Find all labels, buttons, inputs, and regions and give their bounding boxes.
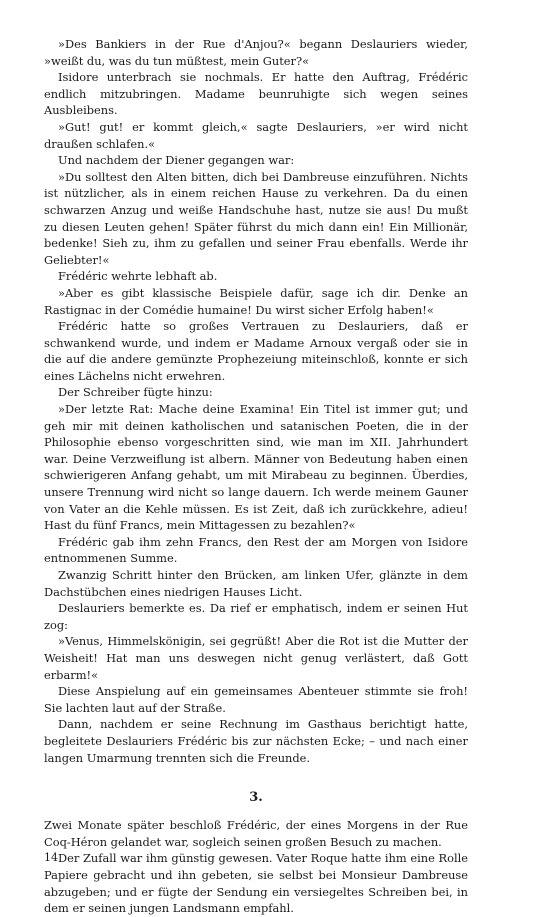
paragraph: Diese Anspielung auf ein gemeinsames Abenteuer stimmte sie froh! Sie lachten laut auf der Straße.	[44, 684, 468, 715]
paragraph: Dann, nachdem er seine Rechnung im Gasthaus berichtigt hatte, begleitete Deslauriers Frédéric bis zur nächsten Ecke; – und nach einer langen Umarmung trennten sich die Freunde.	[44, 717, 468, 765]
paragraph: »Der letzte Rat: Mache deine Examina! Ein Titel ist immer gut; und geh mir mit deinen katholischen und satanischen Poeten, die in der Philosophie ebenso vorgeschritten sind, wie man im XII. Jahrhundert war. Deine Verzweiflung ist albern. Männer von Bedeutung haben einen schwierigeren Anfang gehabt, um mit Mirabeau zu beginnen. Überdies, unsere Trennung wird nicht so lange dauern. Ich werde meinem Gauner von Vater an die Kehle müssen. Es ist Zeit, daß ich zurückkehre, adieu! Hast du fünf Francs, mein Mittagessen zu bezahlen?«	[44, 402, 468, 533]
chapter-heading: 3.	[249, 790, 263, 806]
paragraph: »Du solltest den Alten bitten, dich bei Dambreuse einzuführen. Nichts ist nützlicher, als in einem reichen Hause zu verkehren. Da du einen schwarzen Anzug und weiße Handschuhe hast, nutze sie aus! Du mußt zu diesen Leuten gehen! Später führst du mich dann ein! Ein Millionär, bedenke! Sieh zu, ihm zu gefallen und seiner Frau ebenfalls. Werde ihr Geliebter!«	[44, 169, 468, 267]
paragraph: Der Schreiber fügte hinzu:	[58, 385, 213, 400]
paragraph: Der Zufall war ihm günstig gewesen. Vater Roque hatte ihm eine Rolle Papiere gebracht und ihn gebeten, sie selbst bei Monsieur Dambreuse abzugeben; und er fügte der Sendung ein versiegeltes Schreiben bei, in dem er seinen jungen Landsmann empfahl.	[44, 851, 468, 916]
paragraph: Und nachdem der Diener gegangen war:	[58, 153, 295, 168]
paragraph: »Gut! gut! er kommt gleich,« sagte Deslauriers, »er wird nicht draußen schlafen.«	[44, 119, 468, 151]
text-block-top	[44, 36, 468, 766]
paragraph: Isidore unterbrach sie nochmals. Er hatte den Auftrag, Frédéric endlich mitzubringen. Madame beunruhigte sich wegen seines Ausbleibens.	[44, 70, 468, 118]
paragraph: Frédéric gab ihm zehn Francs, den Rest der am Morgen von Isidore entnommenen Summe.	[44, 534, 468, 566]
book-page	[44, 36, 468, 917]
text-block-bottom	[44, 817, 468, 917]
paragraph: »Des Bankiers in der Rue d'Anjou?« begann Deslauriers wieder, »weißt du, was du tun müßtest, mein Guter?«	[44, 37, 468, 68]
paragraph: Frédéric hatte so großes Vertrauen zu Deslauriers, daß er schwankend wurde, und indem er Madame Arnoux vergaß oder sie in die auf die andere gemünzte Prophezeiung miteinschloß, konnte er sich eines Lächelns nicht erwehren.	[44, 319, 468, 383]
paragraph: Zwei Monate später beschloß Frédéric, der eines Morgens in der Rue Coq-Héron gelandet war, sogleich seinen großen Besuch zu machen.	[44, 818, 468, 849]
paragraph: Deslauriers bemerkte es. Da rief er emphatisch, indem er seinen Hut zog:	[44, 601, 468, 632]
paragraph: Frédéric wehrte lebhaft ab.	[58, 269, 218, 284]
paragraph: »Venus, Himmelskönigin, sei gegrüßt! Aber die Rot ist die Mutter der Weisheit! Hat man uns deswegen nicht genug verlästert, daß Gott erbarm!«	[44, 634, 468, 682]
paragraph: Zwanzig Schritt hinter den Brücken, am linken Ufer, glänzte in dem Dachstübchen eines niedrigen Hauses Licht.	[44, 568, 468, 599]
page-number: 14	[44, 851, 58, 864]
paragraph: »Aber es gibt klassische Beispiele dafür, sage ich dir. Denke an Rastignac in der Comédie humaine! Du wirst sicher Erfolg haben!«	[44, 285, 468, 317]
